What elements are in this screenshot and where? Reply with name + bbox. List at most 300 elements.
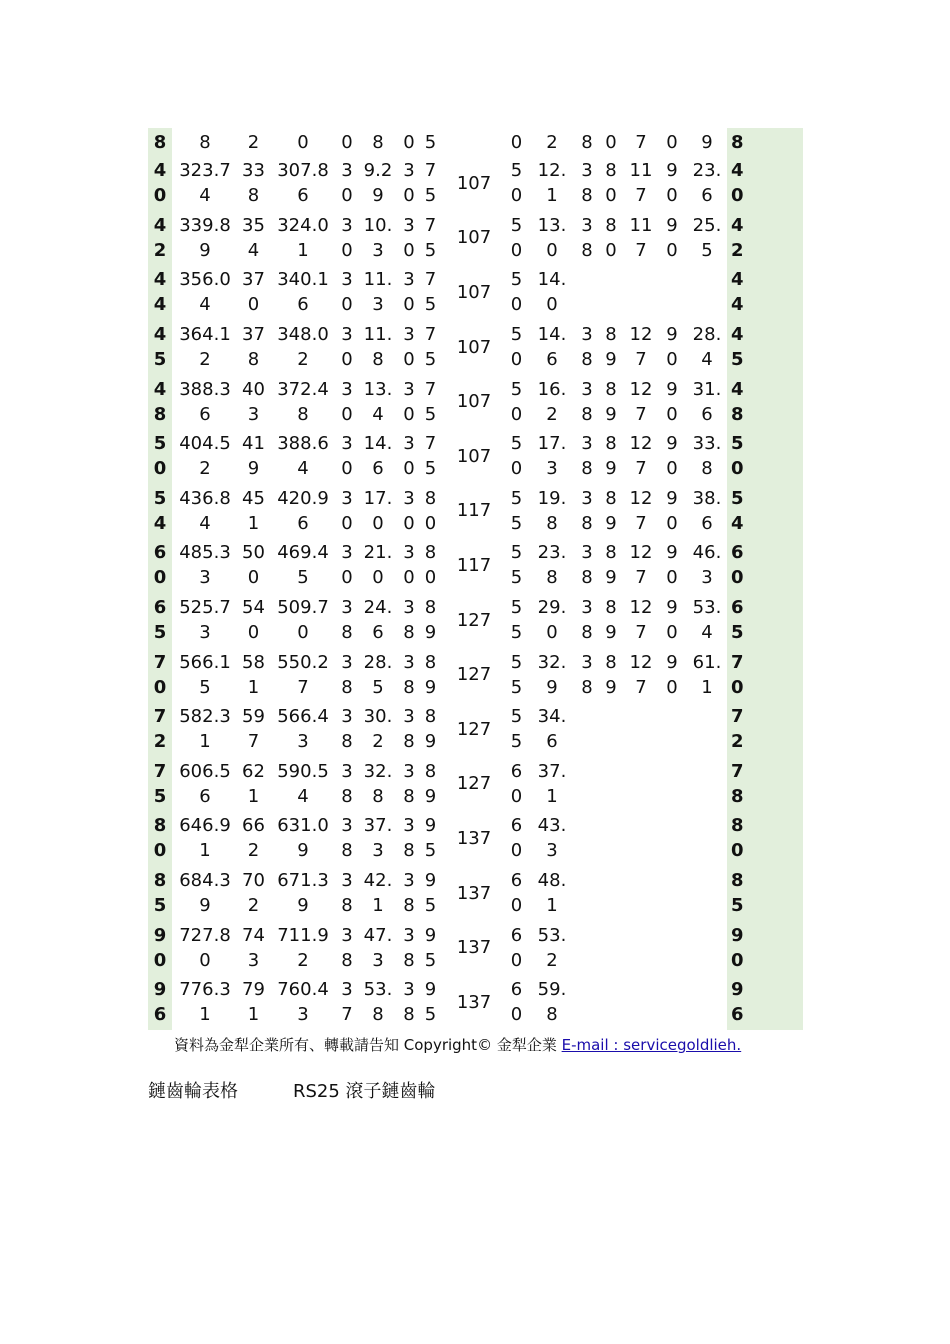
teeth-count-right-cell: 8 [727, 128, 803, 156]
table-cell: 38. 6 [692, 487, 722, 534]
copyright-text: 資料為金犁企業所有、轉載請告知 Copyright© 金犁企業 [174, 1036, 562, 1054]
table-cell: 469.4 5 [277, 542, 329, 589]
table-cell: 3 8 [581, 433, 593, 480]
table-cell [687, 920, 727, 975]
table-cell: 5 5 [510, 487, 523, 534]
teeth-count-cell: 4 4 [148, 265, 172, 320]
table-cell: 3 0 [341, 542, 353, 589]
table-cell: 107 [456, 391, 492, 413]
table-cell: 50 0 [242, 542, 265, 589]
table-cell: 404.5 2 [179, 433, 231, 480]
teeth-count-right-cell: 8 0 [727, 811, 803, 866]
table-cell: 137 [456, 882, 492, 904]
table-cell: 13. 0 [537, 214, 567, 261]
table-cell: 3 0 [341, 324, 353, 371]
table-cell [625, 702, 657, 757]
table-cell: 727.8 0 [179, 924, 231, 971]
table-cell: 9 [701, 131, 713, 153]
table-cell: 23. 8 [537, 542, 567, 589]
table-cell: 107 [456, 227, 492, 249]
table-cell: 631.0 9 [277, 815, 329, 862]
table-cell: 53. 2 [537, 924, 567, 971]
table-cell: 3 8 [581, 160, 593, 207]
table-cell: 79 1 [242, 979, 265, 1026]
table-cell: 8 9 [605, 487, 617, 534]
table-cell: 7 5 [424, 378, 437, 425]
table-cell: 5 0 [510, 160, 523, 207]
table-cell [657, 702, 687, 757]
table-cell: 7 5 [424, 160, 437, 207]
table-cell: 45 1 [242, 487, 265, 534]
table-cell [657, 265, 687, 320]
table-cell: 509.7 0 [277, 597, 329, 644]
table-cell: 3 0 [403, 542, 415, 589]
table-cell: 356.0 4 [179, 269, 231, 316]
table-cell: 13. 4 [363, 378, 393, 425]
table-cell: 5 0 [510, 378, 523, 425]
table-row [148, 811, 803, 866]
table-cell: 3 8 [403, 979, 415, 1026]
table-cell [597, 757, 625, 812]
table-cell: 25. 5 [692, 214, 722, 261]
table-cell: 9 0 [666, 651, 678, 698]
teeth-count-right-cell: 5 4 [727, 484, 803, 539]
table-cell: 31. 6 [692, 378, 722, 425]
table-cell: 9 5 [424, 924, 437, 971]
table-cell: 5 5 [510, 542, 523, 589]
table-cell [597, 866, 625, 921]
table-cell [657, 975, 687, 1030]
table-cell: 3 0 [403, 160, 415, 207]
table-cell: 53. 8 [363, 979, 393, 1026]
table-cell [597, 920, 625, 975]
table-cell: 24. 6 [363, 597, 393, 644]
table-cell: 8 9 [605, 433, 617, 480]
table-cell: 3 8 [341, 870, 353, 917]
teeth-count-cell: 5 0 [148, 429, 172, 484]
table-cell: 70 2 [242, 870, 265, 917]
table-cell: 684.3 9 [179, 870, 231, 917]
table-cell: 760.4 3 [277, 979, 329, 1026]
table-cell: 3 0 [341, 214, 353, 261]
table-cell: 3 8 [341, 815, 353, 862]
table-cell: 29. 0 [537, 597, 567, 644]
table-cell: 364.1 2 [179, 324, 231, 371]
table-cell: 5 5 [510, 597, 523, 644]
table-row [148, 374, 803, 429]
table-row [148, 593, 803, 648]
table-cell: 11 7 [629, 214, 653, 261]
table-cell: 8 [199, 131, 211, 153]
section-heading [148, 1077, 436, 1103]
table-cell: 107 [456, 281, 492, 303]
table-cell: 9 5 [424, 870, 437, 917]
table-cell: 3 8 [581, 487, 593, 534]
table-cell: 8 [372, 131, 384, 153]
table-cell: 11 7 [629, 160, 653, 207]
table-cell: 323.7 4 [179, 160, 231, 207]
table-row [148, 211, 803, 266]
table-row [148, 647, 803, 702]
table-cell: 127 [456, 609, 492, 631]
table-cell: 9 0 [666, 542, 678, 589]
table-cell: 566.4 3 [277, 706, 329, 753]
table-cell: 21. 0 [363, 542, 393, 589]
sprocket-spec-table [148, 128, 803, 1030]
table-cell: 9 0 [666, 597, 678, 644]
table-cell: 9.2 9 [363, 160, 393, 207]
table-cell: 53. 4 [692, 597, 722, 644]
table-cell: 37. 3 [363, 815, 393, 862]
table-cell: 61. 1 [692, 651, 722, 698]
table-cell [687, 811, 727, 866]
email-link[interactable]: E-mail : servicegoldlieh. [561, 1036, 742, 1054]
table-cell: 3 8 [581, 378, 593, 425]
table-cell: 107 [456, 336, 492, 358]
table-cell: 58 1 [242, 651, 265, 698]
teeth-count-right-cell: 4 0 [727, 156, 803, 211]
table-cell: 3 8 [403, 760, 415, 807]
table-cell: 5 0 [510, 324, 523, 371]
table-cell [625, 757, 657, 812]
table-cell: 340.1 6 [277, 269, 329, 316]
table-cell: 5 [424, 131, 437, 153]
table-cell: 5 5 [510, 651, 523, 698]
table-cell: 37 0 [242, 269, 265, 316]
table-cell: 3 8 [581, 324, 593, 371]
table-cell [625, 975, 657, 1030]
teeth-count-cell: 9 0 [148, 920, 172, 975]
section-subtitle: RS25 滾子鏈齒輪 [293, 1081, 436, 1102]
table-cell: 137 [456, 827, 492, 849]
table-cell [442, 128, 506, 156]
table-cell: 324.0 1 [277, 214, 329, 261]
table-cell [625, 811, 657, 866]
table-cell: 12 7 [629, 487, 653, 534]
teeth-count-cell: 7 5 [148, 757, 172, 812]
table-row [148, 702, 803, 757]
table-cell: 9 0 [666, 214, 678, 261]
table-cell: 8 9 [605, 324, 617, 371]
table-cell: 47. 3 [363, 924, 393, 971]
table-cell: 17. 3 [537, 433, 567, 480]
table-cell: 388.3 6 [179, 378, 231, 425]
table-cell: 16. 2 [537, 378, 567, 425]
table-cell: 3 0 [341, 269, 353, 316]
table-cell: 7 5 [424, 324, 437, 371]
teeth-count-cell: 4 5 [148, 320, 172, 375]
table-row [148, 757, 803, 812]
table-cell: 137 [456, 991, 492, 1013]
table-cell: 7 [635, 131, 647, 153]
table-cell: 8 0 [605, 214, 617, 261]
table-cell: 11. 8 [363, 324, 393, 371]
table-cell [577, 757, 597, 812]
table-cell: 14. 6 [537, 324, 567, 371]
table-cell: 9 5 [424, 979, 437, 1026]
table-cell: 3 0 [341, 378, 353, 425]
teeth-count-right-cell: 7 0 [727, 647, 803, 702]
table-cell: 8 9 [605, 378, 617, 425]
section-title: 鏈齒輪表格 [148, 1081, 238, 1102]
table-cell: 420.9 6 [277, 487, 329, 534]
table-cell: 8 0 [605, 160, 617, 207]
teeth-count-right-cell: 8 5 [727, 866, 803, 921]
table-cell [577, 920, 597, 975]
table-cell: 3 8 [403, 924, 415, 971]
table-cell: 590.5 4 [277, 760, 329, 807]
table-cell: 33. 8 [692, 433, 722, 480]
table-cell: 40 3 [242, 378, 265, 425]
table-cell [597, 975, 625, 1030]
table-cell: 5 0 [510, 214, 523, 261]
table-cell: 127 [456, 664, 492, 686]
table-cell: 3 0 [403, 269, 415, 316]
table-cell: 107 [456, 172, 492, 194]
table-cell: 3 8 [403, 706, 415, 753]
table-cell: 35 4 [242, 214, 265, 261]
teeth-count-right-cell: 7 2 [727, 702, 803, 757]
table-cell: 6 0 [510, 924, 523, 971]
table-cell: 339.8 9 [179, 214, 231, 261]
table-cell: 3 8 [341, 651, 353, 698]
table-cell: 127 [456, 718, 492, 740]
teeth-count-right-cell: 9 0 [727, 920, 803, 975]
teeth-count-cell: 8 5 [148, 866, 172, 921]
table-cell: 3 8 [581, 214, 593, 261]
table-row [148, 975, 803, 1030]
sprocket-table-container [148, 128, 803, 1030]
table-cell [597, 702, 625, 757]
table-cell [687, 265, 727, 320]
table-cell: 14. 0 [537, 269, 567, 316]
teeth-count-right-cell: 4 4 [727, 265, 803, 320]
table-cell: 12. 1 [537, 160, 567, 207]
table-cell [625, 265, 657, 320]
table-cell: 59 7 [242, 706, 265, 753]
table-cell: 7 5 [424, 269, 437, 316]
table-cell: 3 8 [341, 760, 353, 807]
table-cell: 3 8 [403, 651, 415, 698]
table-cell: 436.8 4 [179, 487, 231, 534]
teeth-count-cell: 6 0 [148, 538, 172, 593]
table-cell: 776.3 1 [179, 979, 231, 1026]
table-cell: 8 0 [424, 542, 437, 589]
table-cell: 550.2 7 [277, 651, 329, 698]
table-cell: 0 [403, 131, 415, 153]
table-cell: 9 0 [666, 487, 678, 534]
table-cell: 8 9 [605, 597, 617, 644]
table-cell: 48. 1 [537, 870, 567, 917]
table-cell: 3 8 [341, 924, 353, 971]
table-cell: 7 5 [424, 214, 437, 261]
table-cell [657, 866, 687, 921]
table-cell: 6 0 [510, 815, 523, 862]
table-cell: 3 0 [403, 378, 415, 425]
table-cell: 8 9 [605, 542, 617, 589]
table-cell [657, 811, 687, 866]
table-cell: 8 [581, 131, 593, 153]
table-cell: 582.3 1 [179, 706, 231, 753]
table-row [148, 320, 803, 375]
teeth-count-cell: 9 6 [148, 975, 172, 1030]
table-cell [687, 866, 727, 921]
teeth-count-right-cell: 6 5 [727, 593, 803, 648]
table-cell [577, 811, 597, 866]
table-cell: 3 0 [341, 160, 353, 207]
table-cell: 12 7 [629, 542, 653, 589]
table-cell: 107 [456, 445, 492, 467]
table-cell: 3 8 [581, 597, 593, 644]
table-cell: 14. 6 [363, 433, 393, 480]
table-cell: 137 [456, 937, 492, 959]
table-cell: 11. 3 [363, 269, 393, 316]
teeth-count-cell: 5 4 [148, 484, 172, 539]
copyright-footer [174, 1034, 741, 1055]
table-cell: 62 1 [242, 760, 265, 807]
table-cell: 372.4 8 [277, 378, 329, 425]
table-cell: 0 [297, 131, 309, 153]
table-cell [577, 975, 597, 1030]
table-cell: 5 0 [510, 269, 523, 316]
teeth-count-cell: 8 [148, 128, 172, 156]
table-cell: 117 [456, 500, 492, 522]
table-cell: 5 0 [510, 433, 523, 480]
table-cell: 9 0 [666, 324, 678, 371]
table-cell: 9 0 [666, 160, 678, 207]
table-cell: 3 8 [403, 815, 415, 862]
table-cell: 30. 2 [363, 706, 393, 753]
teeth-count-cell: 8 0 [148, 811, 172, 866]
table-cell: 671.3 9 [277, 870, 329, 917]
table-cell: 9 0 [666, 433, 678, 480]
table-cell [687, 757, 727, 812]
table-cell: 117 [456, 554, 492, 576]
table-cell: 566.1 5 [179, 651, 231, 698]
table-cell [687, 975, 727, 1030]
table-cell: 2 [247, 131, 260, 153]
table-cell: 8 0 [424, 487, 437, 534]
table-cell [625, 866, 657, 921]
table-cell: 46. 3 [692, 542, 722, 589]
table-cell [577, 702, 597, 757]
table-cell: 307.8 6 [277, 160, 329, 207]
table-cell: 9 5 [424, 815, 437, 862]
table-cell [657, 920, 687, 975]
table-cell: 6 0 [510, 870, 523, 917]
table-cell: 0 [605, 131, 617, 153]
table-cell: 37 8 [242, 324, 265, 371]
table-cell: 3 0 [403, 214, 415, 261]
table-cell: 3 8 [581, 542, 593, 589]
table-cell [597, 811, 625, 866]
teeth-count-cell: 4 2 [148, 211, 172, 266]
table-cell: 0 [666, 131, 678, 153]
table-cell: 12 7 [629, 324, 653, 371]
table-cell: 33 8 [242, 160, 265, 207]
table-row [148, 538, 803, 593]
table-cell: 711.9 2 [277, 924, 329, 971]
table-row-partial [148, 128, 803, 156]
table-cell: 6 0 [510, 979, 523, 1026]
table-cell [687, 702, 727, 757]
table-row [148, 429, 803, 484]
teeth-count-cell: 7 0 [148, 647, 172, 702]
table-cell: 32. 9 [537, 651, 567, 698]
table-cell: 8 9 [424, 760, 437, 807]
teeth-count-right-cell: 4 8 [727, 374, 803, 429]
table-cell: 32. 8 [363, 760, 393, 807]
teeth-count-right-cell: 4 5 [727, 320, 803, 375]
teeth-count-cell: 4 8 [148, 374, 172, 429]
teeth-count-right-cell: 4 2 [727, 211, 803, 266]
table-cell: 8 9 [424, 706, 437, 753]
table-cell: 6 0 [510, 760, 523, 807]
table-cell: 17. 0 [363, 487, 393, 534]
table-cell: 3 8 [403, 870, 415, 917]
teeth-count-cell: 7 2 [148, 702, 172, 757]
table-cell: 525.7 3 [179, 597, 231, 644]
table-cell: 54 0 [242, 597, 265, 644]
table-row [148, 920, 803, 975]
table-row [148, 866, 803, 921]
table-cell: 3 8 [341, 706, 353, 753]
table-cell: 42. 1 [363, 870, 393, 917]
table-cell: 388.6 4 [277, 433, 329, 480]
table-cell: 485.3 3 [179, 542, 231, 589]
table-cell: 23. 6 [692, 160, 722, 207]
table-cell: 2 [546, 131, 558, 153]
table-cell: 12 7 [629, 378, 653, 425]
table-cell: 3 0 [403, 487, 415, 534]
table-cell [597, 265, 625, 320]
table-cell: 41 9 [242, 433, 265, 480]
table-row [148, 265, 803, 320]
table-cell: 3 0 [403, 324, 415, 371]
table-cell: 34. 6 [537, 706, 567, 753]
teeth-count-right-cell: 9 6 [727, 975, 803, 1030]
table-cell: 3 0 [341, 433, 353, 480]
teeth-count-cell: 6 5 [148, 593, 172, 648]
table-cell: 9 0 [666, 378, 678, 425]
teeth-count-right-cell: 5 0 [727, 429, 803, 484]
table-cell: 12 7 [629, 597, 653, 644]
table-cell: 646.9 1 [179, 815, 231, 862]
teeth-count-right-cell: 6 0 [727, 538, 803, 593]
table-row [148, 484, 803, 539]
table-cell: 3 8 [581, 651, 593, 698]
table-cell: 8 9 [605, 651, 617, 698]
table-cell: 28. 4 [692, 324, 722, 371]
table-cell [577, 866, 597, 921]
table-cell: 28. 5 [363, 651, 393, 698]
table-cell: 606.5 6 [179, 760, 231, 807]
table-cell [625, 920, 657, 975]
teeth-count-cell: 4 0 [148, 156, 172, 211]
table-row [148, 156, 803, 211]
table-cell: 43. 3 [537, 815, 567, 862]
table-cell: 348.0 2 [277, 324, 329, 371]
table-cell: 0 [510, 131, 523, 153]
table-cell: 3 0 [341, 487, 353, 534]
table-cell: 12 7 [629, 433, 653, 480]
table-cell: 3 0 [403, 433, 415, 480]
table-cell: 66 2 [242, 815, 265, 862]
table-cell: 10. 3 [363, 214, 393, 261]
table-cell: 19. 8 [537, 487, 567, 534]
table-cell: 8 9 [424, 651, 437, 698]
table-cell: 127 [456, 773, 492, 795]
